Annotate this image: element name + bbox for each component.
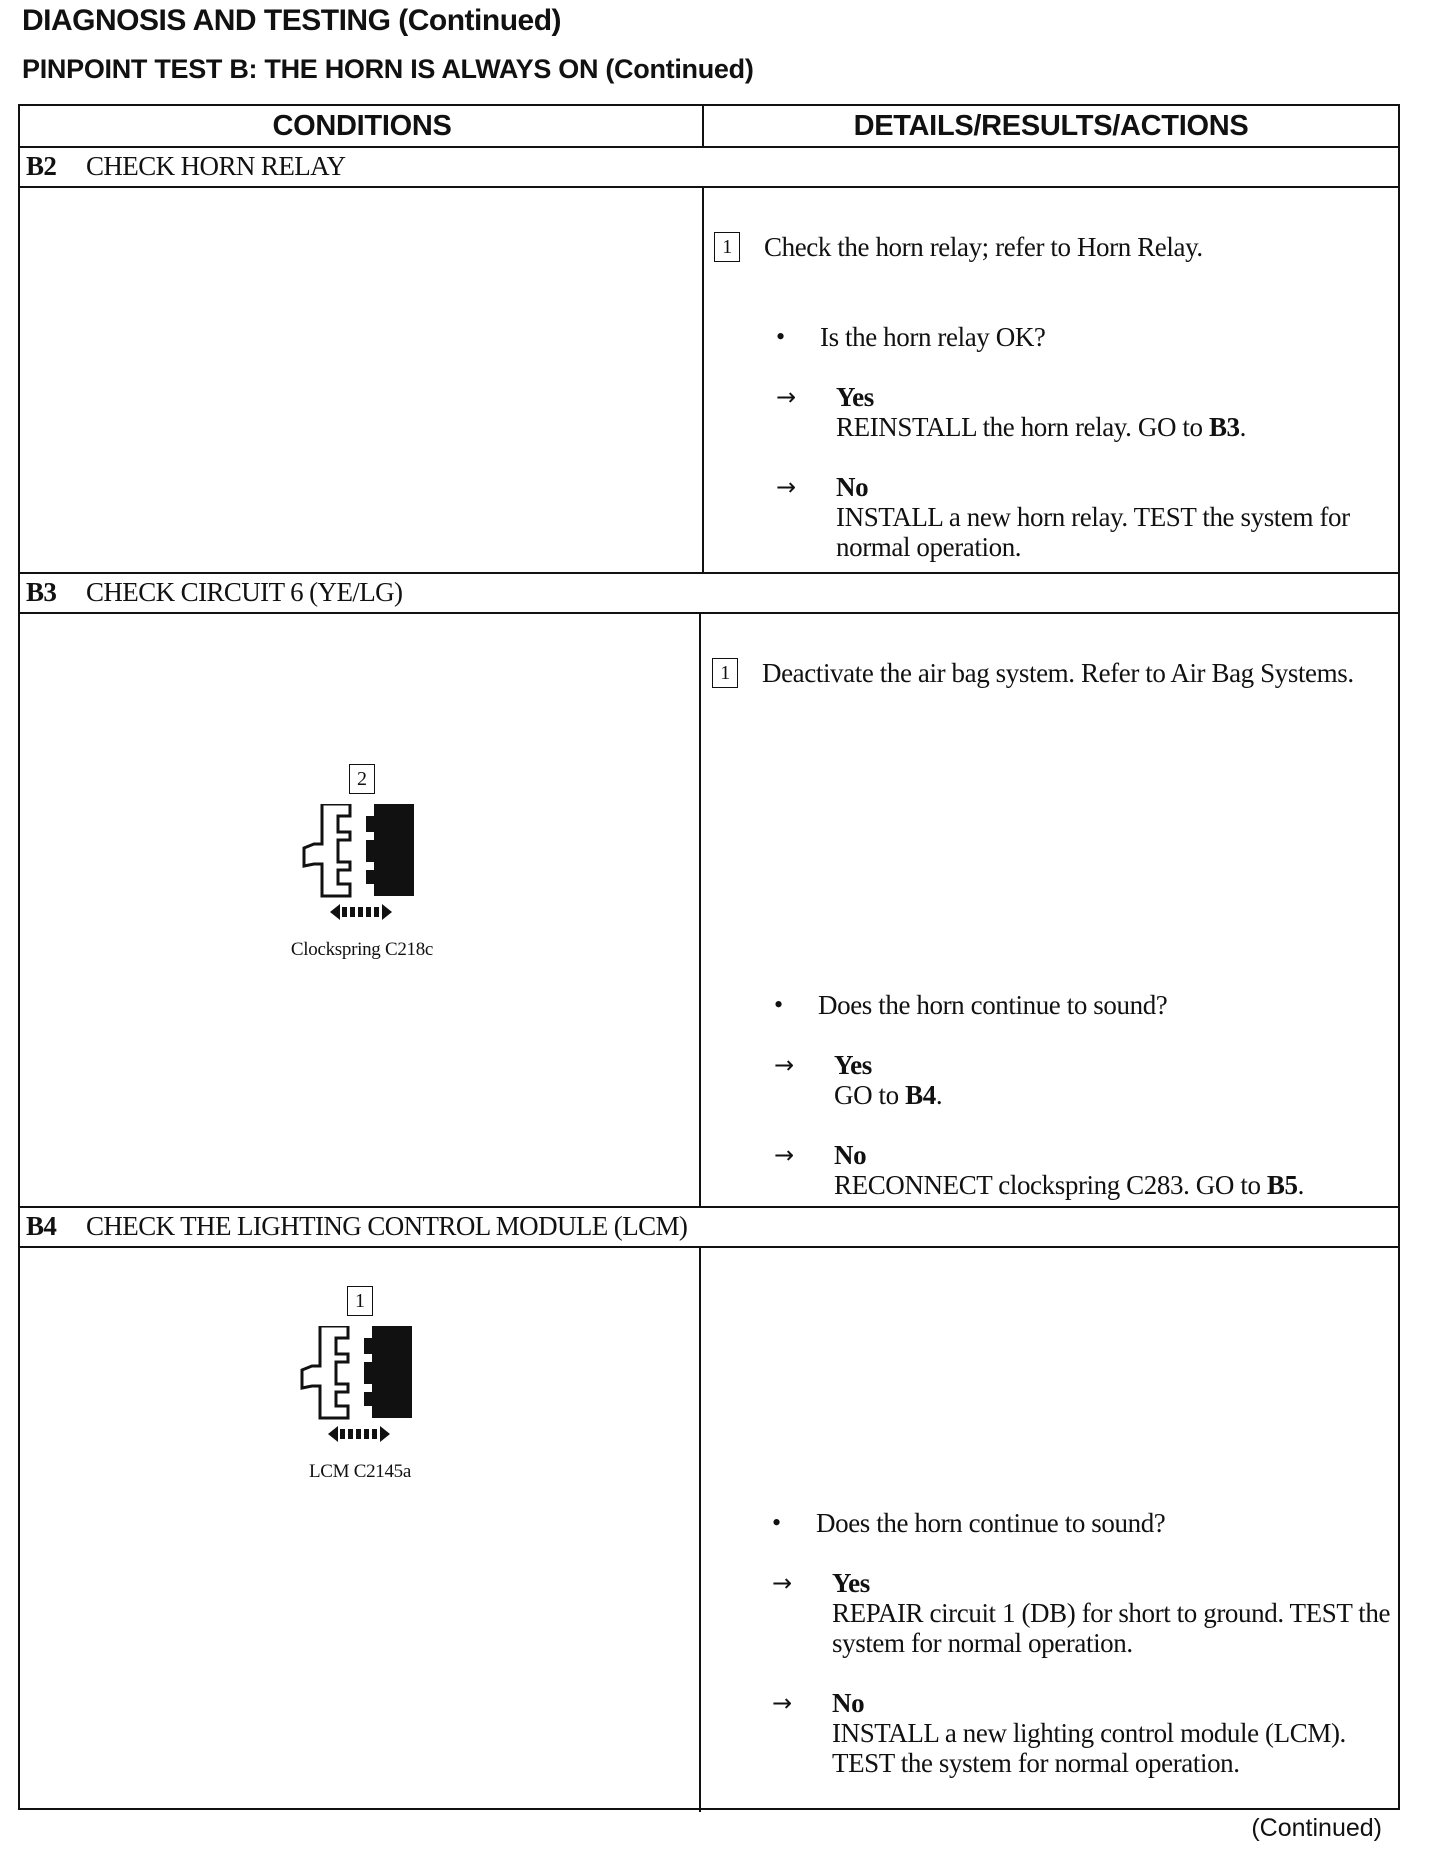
conditions-header: CONDITIONS bbox=[272, 109, 452, 142]
action-number-box: 1 bbox=[712, 658, 738, 688]
step-b4-id: B4 bbox=[26, 1210, 57, 1241]
arrow-right-icon: → bbox=[772, 1689, 792, 1717]
step-ref-link[interactable]: B3 bbox=[1208, 412, 1240, 442]
connector-disconnect-icon bbox=[290, 1326, 430, 1452]
no-label: No bbox=[836, 472, 869, 502]
figure-number-box: 1 bbox=[347, 1286, 373, 1316]
connector-disconnect-icon bbox=[292, 804, 432, 930]
step-b4-question bbox=[772, 1508, 1165, 1538]
step-b2-no bbox=[776, 472, 1416, 562]
yes-label: Yes bbox=[836, 382, 874, 412]
step-b2-question bbox=[776, 322, 1046, 352]
question-text: Does the horn continue to sound? bbox=[818, 990, 1168, 1020]
yes-text: REPAIR circuit 1 (DB) for short to ground. TEST the system for normal operation. bbox=[832, 1598, 1391, 1658]
bullet-icon: • bbox=[776, 322, 785, 351]
step-b3-action bbox=[712, 658, 1362, 688]
yes-text: REINSTALL the horn relay. GO to bbox=[836, 412, 1209, 442]
bullet-icon: • bbox=[772, 1508, 781, 1537]
no-label: No bbox=[834, 1140, 867, 1170]
details-header: DETAILS/RESULTS/ACTIONS bbox=[853, 109, 1249, 142]
clockspring-figure bbox=[242, 764, 482, 961]
step-b3-title bbox=[26, 572, 402, 612]
no-text: INSTALL a new lighting control module (LCM). TEST the system for normal operation. bbox=[832, 1718, 1346, 1778]
lcm-figure bbox=[240, 1286, 480, 1483]
question-text: Does the horn continue to sound? bbox=[816, 1508, 1166, 1538]
step-b3-id: B3 bbox=[26, 576, 57, 607]
step-b2-yes: → Yes REINSTALL the horn relay. GO to B3. bbox=[776, 382, 1247, 442]
step-b4-yes bbox=[772, 1568, 1412, 1658]
arrow-right-icon: → bbox=[772, 1569, 792, 1597]
arrow-right-icon: → bbox=[774, 1051, 794, 1079]
bullet-icon: • bbox=[774, 990, 783, 1019]
no-label: No bbox=[832, 1688, 865, 1718]
figure-number-box: 2 bbox=[349, 764, 375, 794]
figure-caption: LCM C2145a bbox=[308, 1461, 412, 1482]
step-ref-link[interactable]: B5 bbox=[1266, 1170, 1298, 1200]
step-b3-question bbox=[774, 990, 1167, 1020]
pinpoint-test-title: PINPOINT TEST B: THE HORN IS ALWAYS ON (Continued) bbox=[22, 54, 754, 84]
action-text: Deactivate the air bag system. Refer to Air Bag Systems. bbox=[762, 658, 1354, 688]
no-text: INSTALL a new horn relay. TEST the system for normal operation. bbox=[836, 502, 1350, 562]
arrow-right-icon: → bbox=[776, 383, 796, 411]
action-text: Check the horn relay; refer to Horn Relay. bbox=[764, 232, 1203, 262]
step-b3-yes: → Yes GO to B4. bbox=[774, 1050, 943, 1110]
continued-note: (Continued) bbox=[1251, 1814, 1382, 1842]
yes-label: Yes bbox=[832, 1568, 870, 1598]
page-title: DIAGNOSIS AND TESTING (Continued) bbox=[22, 4, 562, 37]
step-b2-title bbox=[26, 146, 345, 186]
step-b2-label: CHECK HORN RELAY bbox=[86, 150, 346, 181]
step-b3-label: CHECK CIRCUIT 6 (YE/LG) bbox=[86, 576, 403, 607]
no-text: RECONNECT clockspring C283. GO to bbox=[834, 1170, 1267, 1200]
step-b3-no: → No RECONNECT clockspring C283. GO to B5. bbox=[774, 1140, 1304, 1200]
pinpoint-test-table bbox=[18, 104, 1400, 1810]
action-number-box: 1 bbox=[714, 232, 740, 262]
question-text: Is the horn relay OK? bbox=[820, 322, 1046, 352]
step-b2-action bbox=[714, 232, 1364, 262]
arrow-right-icon: → bbox=[776, 473, 796, 501]
yes-text: GO to bbox=[834, 1080, 906, 1110]
figure-caption: Clockspring C218c bbox=[290, 939, 434, 960]
step-b4-title bbox=[26, 1206, 687, 1246]
step-b4-label: CHECK THE LIGHTING CONTROL MODULE (LCM) bbox=[86, 1210, 688, 1241]
step-b4-no bbox=[772, 1688, 1412, 1778]
step-ref-link[interactable]: B4 bbox=[905, 1080, 936, 1110]
yes-label: Yes bbox=[834, 1050, 872, 1080]
arrow-right-icon: → bbox=[774, 1141, 794, 1169]
step-b2-id: B2 bbox=[26, 150, 57, 181]
